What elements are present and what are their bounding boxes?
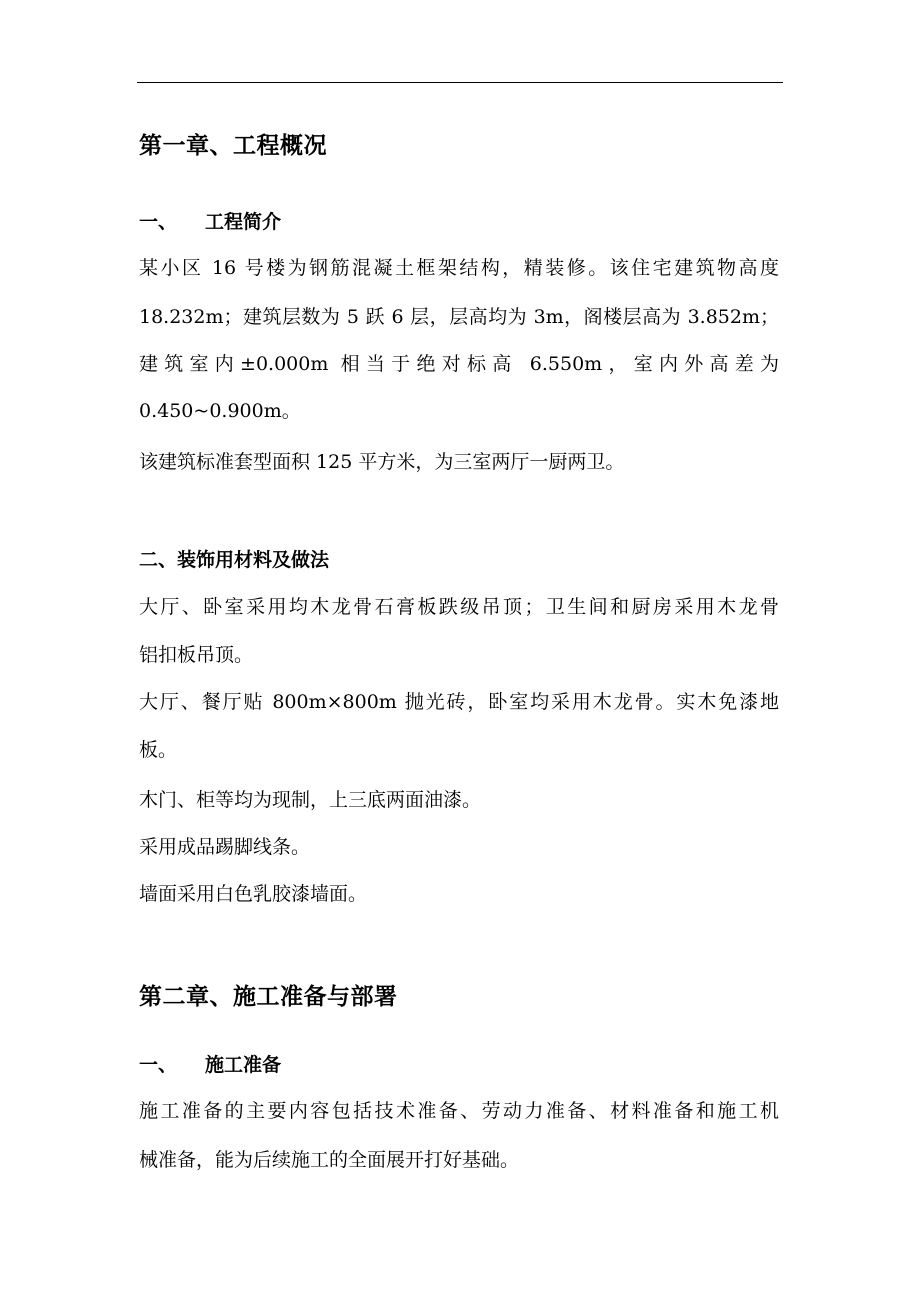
- paragraph-line: 铝扣板吊顶。: [139, 644, 254, 666]
- paragraph-line: 采用成品踢脚线条。: [139, 836, 311, 858]
- paragraph-line: 大厅、卧室采用均木龙骨石膏板跌级吊顶；卫生间和厨房采用木龙骨: [139, 596, 779, 618]
- section-title: 工程简介: [205, 211, 282, 233]
- chapter-1-section-2-heading: 二、装饰用材料及做法: [139, 549, 330, 571]
- paragraph-line: 大厅、餐厅贴 800m×800m 抛光砖，卧室均采用木龙骨。实木免漆地: [139, 691, 779, 713]
- header-rule: [137, 82, 783, 83]
- chapter-2-section-1-heading: [139, 1050, 281, 1077]
- paragraph-line: 18.232m；建筑层数为 5 跃 6 层，层高均为 3m，阁楼层高为 3.852m；: [139, 306, 779, 328]
- section-number: 一、: [139, 211, 178, 233]
- chapter-2-title: 第二章、施工准备与部署: [139, 984, 398, 1010]
- section-title: 施工准备: [205, 1054, 282, 1076]
- paragraph-line: 施工准备的主要内容包括技术准备、劳动力准备、材料准备和施工机: [139, 1100, 779, 1122]
- chapter-1-section-1-heading: [139, 207, 281, 234]
- paragraph-line: 械准备，能为后续施工的全面展开打好基础。: [139, 1149, 520, 1171]
- paragraph-line: 该建筑标准套型面积 125 平方米，为三室两厅一厨两卫。: [139, 451, 625, 473]
- paragraph-line: 墙面采用白色乳胶漆墙面。: [139, 883, 368, 905]
- chapter-1-title: 第一章、工程概况: [139, 133, 327, 159]
- paragraph-line: 某小区 16 号楼为钢筋混凝土框架结构，精装修。该住宅建筑物高度: [139, 257, 779, 279]
- paragraph-line: 建筑室内±0.000m 相当于绝对标高 6.550m，室内外高差为: [139, 353, 779, 375]
- paragraph-line: 板。: [139, 739, 178, 761]
- paragraph-line: 0.450~0.900m。: [139, 400, 301, 422]
- section-number: 一、: [139, 1054, 178, 1076]
- paragraph-line: 木门、柜等均为现制，上三底两面油漆。: [139, 789, 482, 811]
